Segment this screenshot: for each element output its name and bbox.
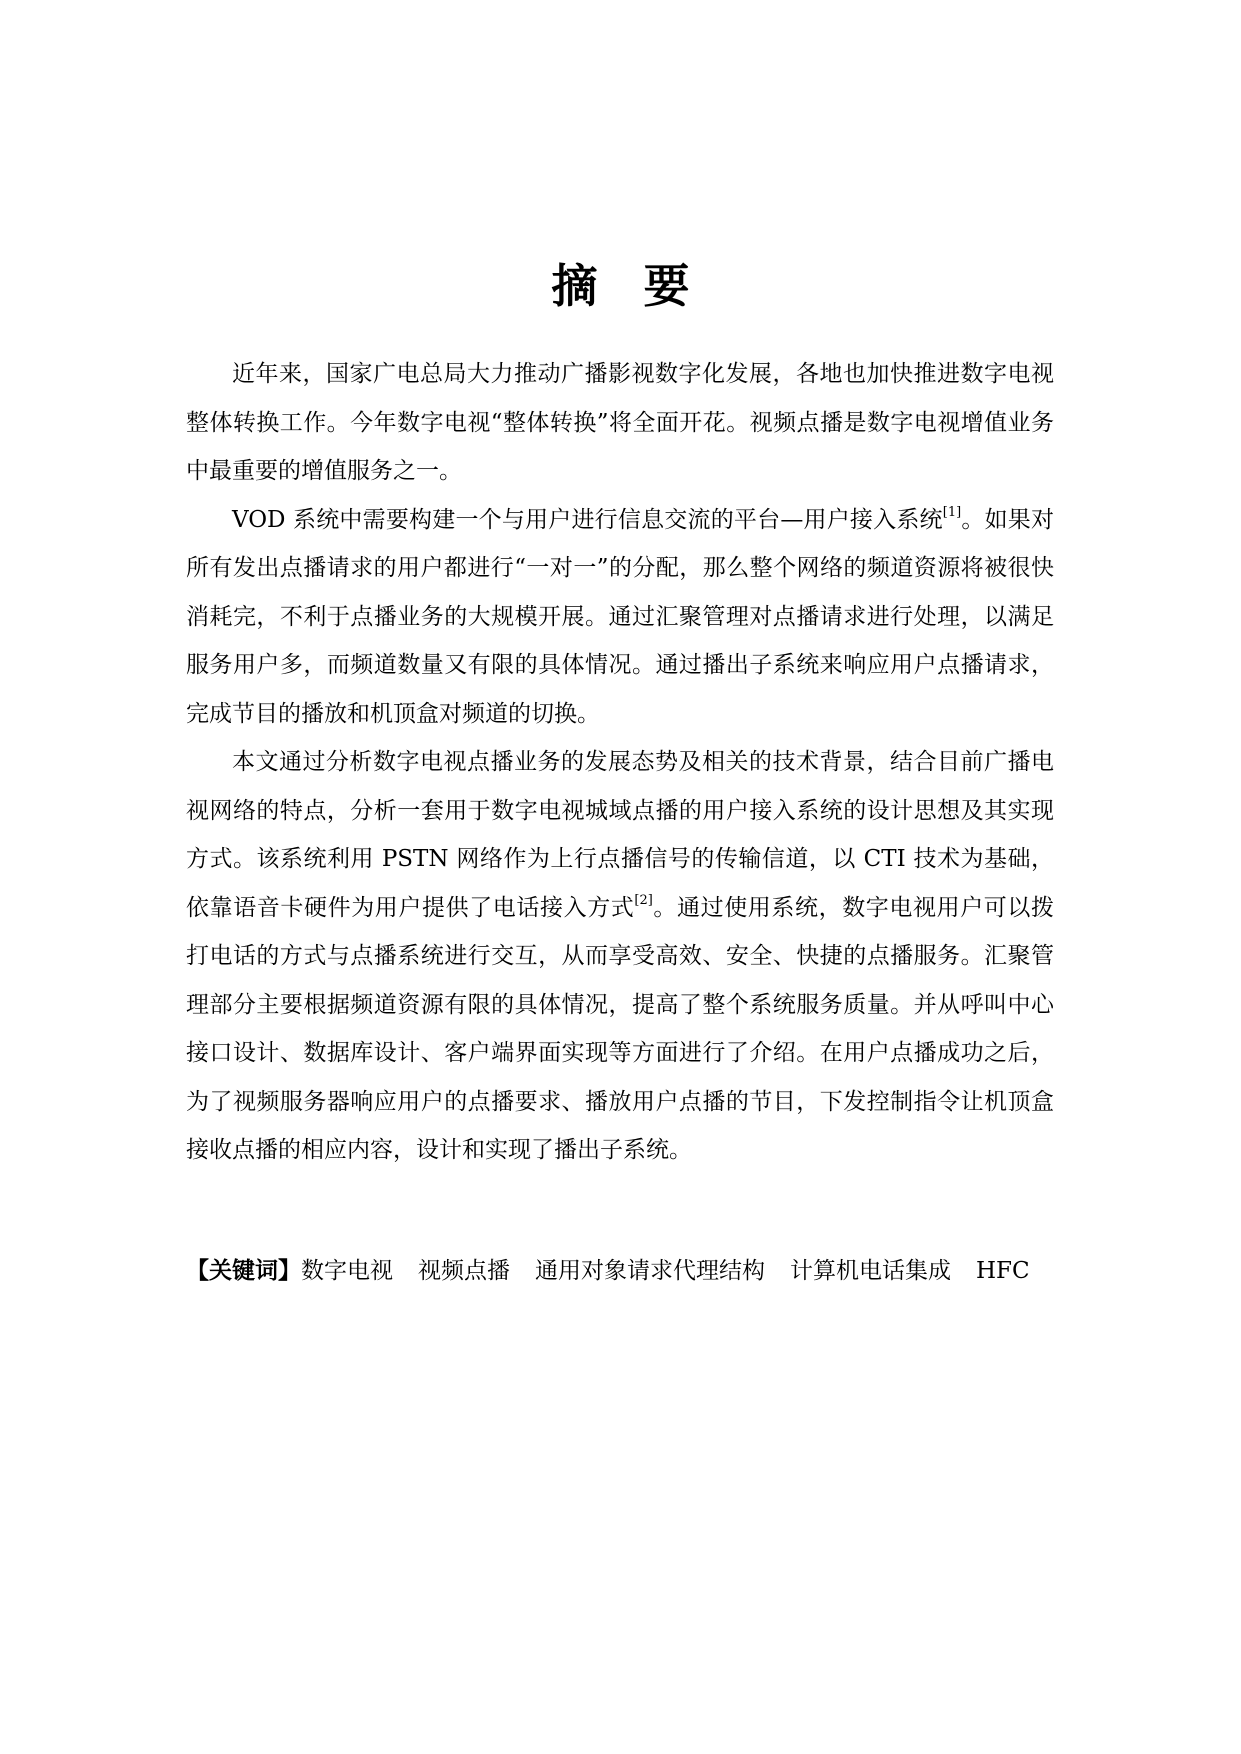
keyword-item: 视频点播 [418,1258,510,1284]
citation-ref-1: [1] [942,504,962,520]
paragraph-1-text: 近年来，国家广电总局大力推动广播影视数字化发展，各地也加快推进数字电视整体转换工作。今年数字电视“整体转换”将全面开花。视频点播是数字电视增值业务中最重要的增值服务之一。 [186,361,1054,484]
title-char-2: 要 [643,259,690,313]
paragraph-3-text-after: 。通过使用系统，数字电视用户可以拨打电话的方式与点播系统进行交互，从而享受高效、安全、快捷的点播服务。汇聚管理部分主要根据频道资源有限的具体情况，提高了整个系统服务质量。并从呼叫中心接口设计、数据库设计、客户端界面实现等方面进行了介绍。在用户点播成功之后，为了视频服务器响应用户的点播要求、播放用户点播的节目，下发控制指令让机顶盒接收点播的相应内容，设计和实现了播出子系统。 [186,894,1055,1163]
keyword-item: 数字电视 [301,1258,393,1284]
paragraph-3-text-before: 本文通过分析数字电视点播业务的发展态势及相关的技术背景，结合目前广播电视网络的特点，分析一套用于数字电视城域点播的用户接入系统的设计思想及其实现方式。该系统利用 PSTN 网络作为上行点播信号的传输信道，以 CTI 技术为基础，依靠语音卡硬件为用户提供了电话接入方式 [186,749,1054,921]
keywords-label: 【关键词】 [186,1257,301,1284]
title-char-1: 摘 [551,259,598,313]
keywords-line [186,1252,1030,1285]
page-title [0,250,1241,316]
paragraph-2 [186,496,1054,739]
paragraph-3 [186,738,1054,1175]
abstract-body [186,350,1054,1175]
paragraph-1 [186,350,1054,496]
keyword-item: HFC [976,1258,1030,1284]
keyword-item: 通用对象请求代理结构 [535,1258,765,1284]
paragraph-2-text-before: VOD 系统中需要构建一个与用户进行信息交流的平台—用户接入系统 [232,506,943,533]
citation-ref-2: [2] [634,892,653,908]
keyword-item: 计算机电话集成 [790,1258,951,1284]
paragraph-2-text-after: 。如果对所有发出点播请求的用户都进行“一对一”的分配，那么整个网络的频道资源将被很快消耗完，不利于点播业务的大规模开展。通过汇聚管理对点播请求进行处理，以满足服务用户多，而频道数量又有限的具体情况。通过播出子系统来响应用户点播请求，完成节目的播放和机顶盒对频道的切换。 [186,506,1054,727]
